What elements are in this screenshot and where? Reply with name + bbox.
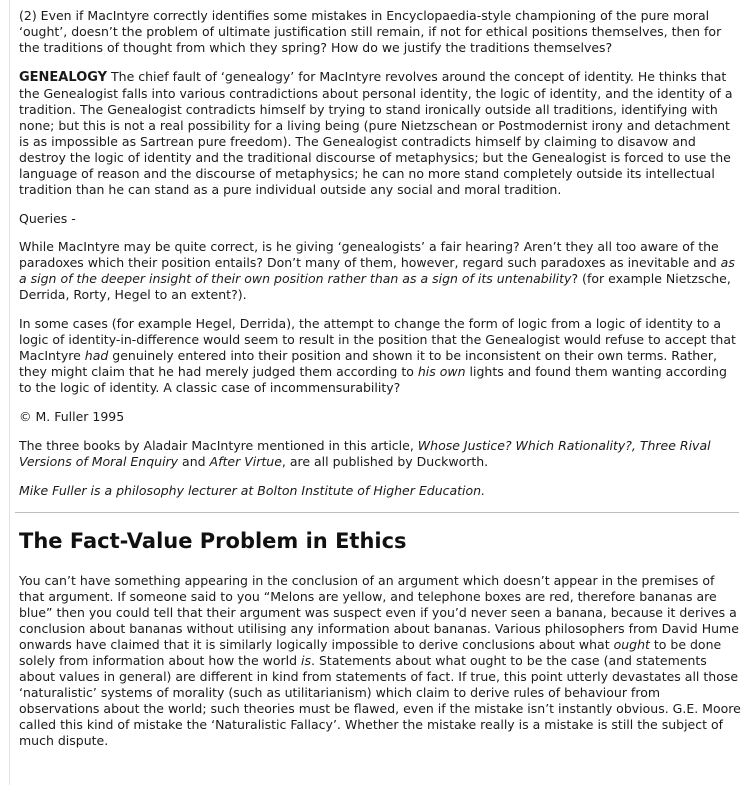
queries-paragraph-1 bbox=[19, 239, 741, 303]
queries-p2-text-c: lights and found them wanting according to the logic of identity. A classic case of incommensurability? bbox=[19, 364, 727, 395]
genealogy-heading: GENEALOGY bbox=[19, 70, 108, 85]
queries-p1-italic: as a sign of the deeper insight of their own position rather than as a sign of its untenability bbox=[19, 255, 735, 286]
intro-paragraph-text: (2) Even if MacIntyre correctly identifies some mistakes in Encyclopaedia-style championing of the pure moral ‘ought’, doesn’t the problem of ultimate justification still remain, if not for ethical positions themselves, then for the traditions of thought from which they spring? How do we justify the traditions themselves? bbox=[19, 8, 722, 55]
books-text-b: and bbox=[178, 454, 210, 469]
fact-value-text-a: You can’t have something appearing in the conclusion of an argument which doesn’t appear in the premises of that argument. If someone said to you “Melons are yellow, and telephone boxes are red, therefore bananas are blue” then you could tell that their argument was suspect even if you’d never seen a banana, because it derives a conclusion about bananas without utilising any information about bananas. Various philosophers from David Hume onwards have claimed that it is similarly logically impossible to derive conclusions about what bbox=[19, 573, 739, 652]
genealogy-paragraph bbox=[19, 69, 741, 198]
fact-value-text-b: to be done solely from information about how the world bbox=[19, 637, 722, 668]
queries-p2-text-a: In some cases (for example Hegel, Derrida), the attempt to change the form of logic from a logic of identity to a logic of identity-in-difference would seem to result in the position that the Genealogist would refuse to accept that MacIntyre bbox=[19, 316, 736, 363]
intro-paragraph bbox=[19, 8, 741, 56]
books-text-a: The three books by Aladair MacIntyre mentioned in this article, bbox=[19, 438, 418, 453]
page-left-border bbox=[9, 0, 10, 785]
queries-p2-italic-his-own: his own bbox=[417, 364, 466, 379]
books-titles-1-2: Whose Justice? Which Rationality?, Three Rival Versions of Moral Enquiry bbox=[19, 438, 711, 469]
fact-value-paragraph bbox=[19, 573, 741, 749]
books-paragraph bbox=[19, 438, 741, 470]
queries-p1-text-a: While MacIntyre may be quite correct, is he giving ‘genealogists’ a fair hearing? Aren’t they all too aware of the paradoxes which their position entails? Don’t many of them, however, regard such paradoxes as inevitable and bbox=[19, 239, 721, 270]
article-title: The Fact-Value Problem in Ethics bbox=[19, 529, 407, 553]
queries-label: Queries - bbox=[19, 211, 76, 226]
fact-value-italic-is: is bbox=[301, 653, 312, 668]
fact-value-italic-ought: ought bbox=[613, 637, 650, 652]
queries-p1-text-b: ? (for example Nietzsche, Derrida, Rorty, Hegel to an extent?). bbox=[19, 271, 731, 302]
author-note bbox=[19, 483, 741, 499]
queries-paragraph-2 bbox=[19, 316, 741, 396]
article-body bbox=[19, 8, 741, 762]
books-title-3: After Virtue bbox=[209, 454, 282, 469]
author-note-text: Mike Fuller is a philosophy lecturer at Bolton Institute of Higher Education. bbox=[19, 483, 486, 498]
queries-p2-italic-had: had bbox=[84, 348, 109, 363]
books-text-c: , are all published by Duckworth. bbox=[281, 454, 489, 469]
queries-p2-text-b: genuinely entered into their position and shown it to be inconsistent on their own terms. Rather, they might claim that he had merely judged them according to bbox=[19, 348, 717, 379]
copyright-line: © M. Fuller 1995 bbox=[19, 409, 125, 424]
article-divider bbox=[15, 512, 739, 513]
genealogy-paragraph-text: The chief fault of ‘genealogy’ for MacIntyre revolves around the concept of identity. He thinks that the Genealogist falls into various contradictions about personal identity, the logic of identity, and the identity of a tradition. The Genealogist contradicts himself by trying to stand ironically outside all traditions, identifying with none; but this is not a real possibility for a living being (pure Nietzschean or Postmodernist irony and detachment is as impossible as Sartrean pure freedom). The Genealogist contradicts himself by claiming to disavow and destroy the logic of identity and the traditional discourse of metaphysics; but the Genealogist is forced to use the language of reason and the discourse of metaphysics; he can no more stand completely outside its intellectual tradition than he can stand as a pure individual outside any social and moral tradition. bbox=[19, 69, 733, 197]
fact-value-text-c: . Statements about what ought to be the case (and statements about values in general) are different in kind from statements of fact. If true, this point utterly devastates all those ‘naturalistic’ systems of morality (such as utilitarianism) which claim to derive rules of behaviour from observations about the world; such theories must be flawed, even if the mistake isn’t instantly obvious. G.E. Moore called this kind of mistake the ‘Naturalistic Fallacy’. Whether the mistake really is a mistake is still the subject of much dispute. bbox=[19, 653, 741, 748]
